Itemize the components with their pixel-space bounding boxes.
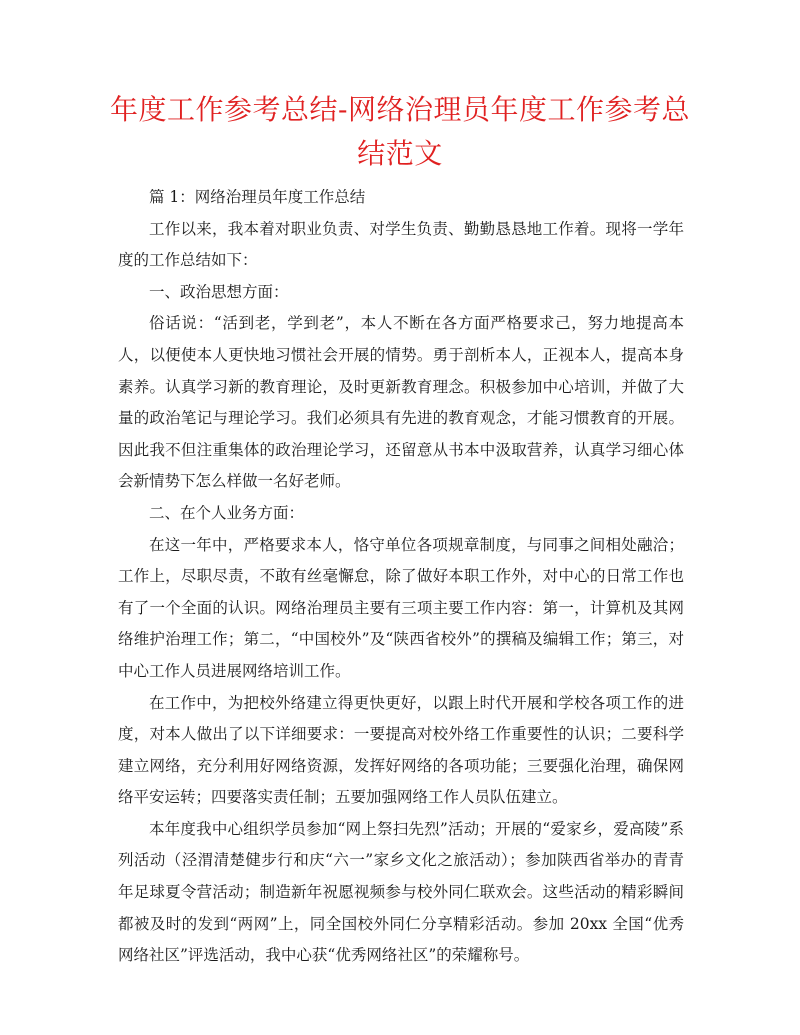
section-heading-political: 一、政治思想方面： [149,282,289,301]
political-paragraph: 俗话说：“活到老，学到老”，本人不断在各方面严格要求己，努力地提高本人，以便使本人更快地习惯社会开展的情势。勇于剖析本人，正视本人，提高本身素养。认真学习新的教育理论，及时更新教育理念。积极参加中心培训，并做了大量的政治笔记与理论学习。我们必须具有先进的教育观念，才能习惯教育的开展。因此我不但注重集体的政治理论学习，还留意从书本中汲取营养，认真学习细心体会新情势下怎么样做一名好老师。 [118,314,684,491]
document-body [118,182,684,972]
intro-paragraph: 工作以来，我本着对职业负责、对学生负责、勤勤恳恳地工作着。现将一学年度的工作总结如下： [118,219,684,270]
section-heading-chapter: 篇 1：网络治理员年度工作总结 [149,188,366,206]
activities-paragraph: 本年度我中心组织学员参加“网上祭扫先烈”活动；开展的“爱家乡，爱高陵”系列活动（泾渭清楚健步行和庆“六一”家乡文化之旅活动）；参加陕西省举办的青青年足球夏令营活动；制造新年祝愿视频参与校外同仁联欢会。这些活动的精彩瞬间都被及时的发到“两网”上，同全国校外同仁分享精彩活动。参加 20xx 全国“优秀网络社区”评选活动，我中心获“优秀网络社区”的荣耀称号。 [118,819,684,965]
section-heading-business: 二、在个人业务方面： [149,503,305,522]
network-requirements-paragraph: 在工作中，为把校外络建立得更快更好，以跟上时代开展和学校各项工作的进度，对本人做出了以下详细要求：一要提高对校外络工作重要性的认识；二要科学建立网络，充分利用好网络资源，发挥好网络的各项功能；三要强化治理，确保网络平安运转；四要落实责任制；五要加强网络工作人员队伍建立。 [118,693,684,807]
business-paragraph: 在这一年中，严格要求本人，恪守单位各项规章制度，与同事之间相处融洽；工作上，尽职尽责，不敢有丝毫懈怠，除了做好本职工作外，对中心的日常工作也有了一个全面的认识。网络治理员主要有三项主要工作内容：第一，计算机及其网络维护治理工作；第二，“中国校外”及“陕西省校外”的撰稿及编辑工作；第三，对中心工作人员进展网络培训工作。 [118,535,684,680]
document-title: 年度工作参考总结-网络治理员年度工作参考总结范文 [110,93,690,170]
